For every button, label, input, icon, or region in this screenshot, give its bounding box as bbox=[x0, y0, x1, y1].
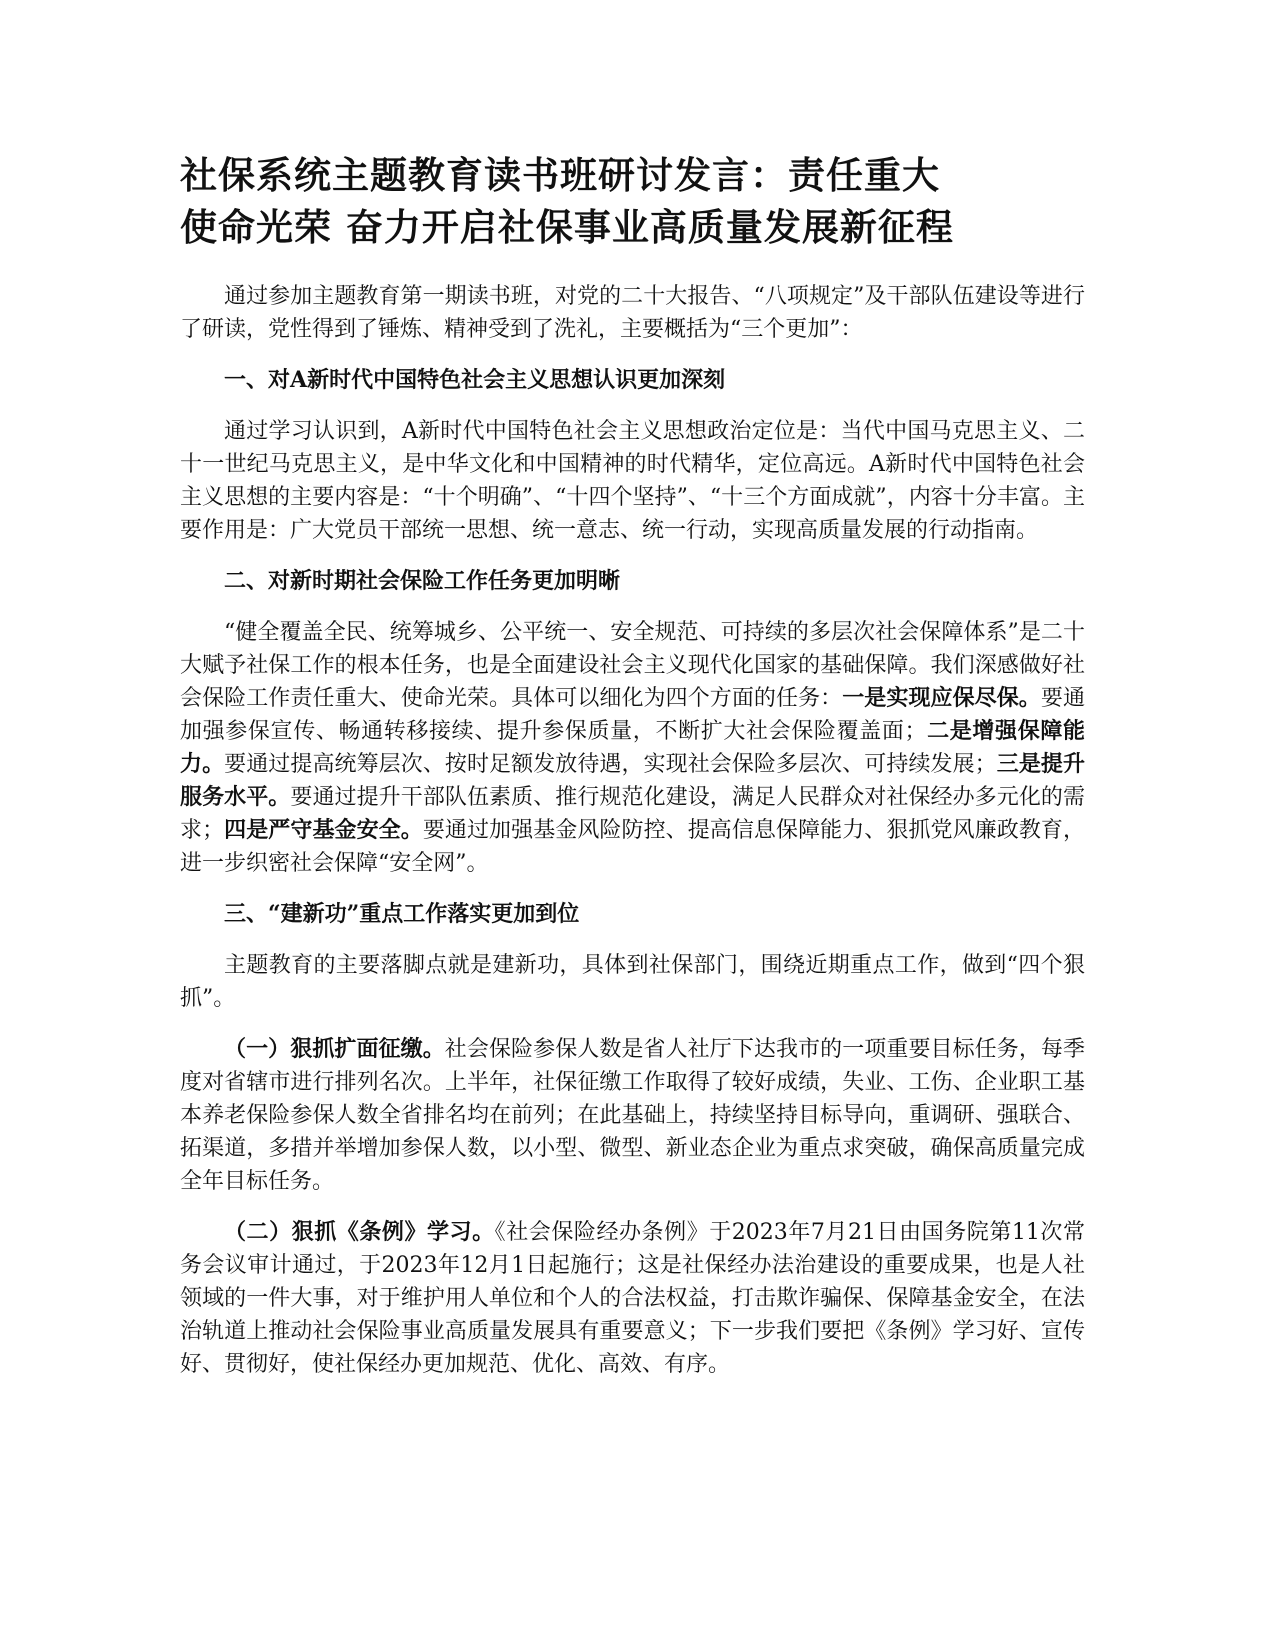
title-line-2: 使命光荣 奋力开启社保事业高质量发展新征程 bbox=[180, 206, 954, 249]
task-3-label: 三是提升服务水平。 bbox=[180, 751, 1085, 810]
task-3-text: 要通过提升干部队伍素质、推行规范化建设，满足人民群众对社保经办多元化的需求； bbox=[180, 785, 1085, 843]
item-1-text: 社会保险参保人数是省人社厅下达我市的一项重要目标任务，每季度对省辖市进行排列名次。上半年，社保征缴工作取得了较好成绩，失业、工伤、企业职工基本养老保险参保人数全省排名均在前列；在此基础上，持续坚持目标导向，重调研、强联合、拓渠道，多措并举增加参保人数，以小型、微型、新业态企业为重点求突破，确保高质量完成全年目标任务。 bbox=[180, 1037, 1085, 1194]
section-3-body: 主题教育的主要落脚点就是建新功，具体到社保部门，围绕近期重点工作，做到“四个狠抓”。 bbox=[180, 953, 1085, 1011]
section-1-body: 通过学习认识到，A新时代中国特色社会主义思想政治定位是：当代中国马克思主义、二十一世纪马克思主义，是中华文化和中国精神的时代精华，定位高远。A新时代中国特色社会主义思想的主要内容是：“十个明确”、“十四个坚持”、“十三个方面成就”，内容十分丰富。主要作用是：广大党员干部统一思想、统一意志、统一行动，实现高质量发展的行动指南。 bbox=[180, 419, 1085, 543]
section-3-heading: 三、“建新功”重点工作落实更加到位 bbox=[224, 901, 580, 927]
task-4-label: 四是严守基金安全。 bbox=[224, 817, 423, 843]
title-line-1: 社保系统主题教育读书班研讨发言：责任重大 bbox=[180, 154, 940, 197]
section-2-heading: 二、对新时期社会保险工作任务更加明晰 bbox=[224, 568, 621, 594]
section-2-intro-text: “健全覆盖全民、统筹城乡、公平统一、安全规范、可持续的多层次社会保障体系”是二十大赋予社保工作的根本任务，也是全面建设社会主义现代化国家的基础保障。我们深感做好社会保险工作责任重大、使命光荣。具体可以细化为四个方面的任务： bbox=[180, 620, 1085, 711]
intro-paragraph: 通过参加主题教育第一期读书班，对党的二十大报告、“八项规定”及干部队伍建设等进行了研读，党性得到了锤炼、精神受到了洗礼，主要概括为“三个更加”： bbox=[180, 284, 1085, 342]
section-1-heading: 一、对A新时代中国特色社会主义思想认识更加深刻 bbox=[224, 367, 726, 393]
task-2-text: 要通过提高统筹层次、按时足额发放待遇，实现社会保险多层次、可持续发展； bbox=[224, 752, 997, 777]
item-2-label: （二）狠抓《条例》学习。 bbox=[224, 1219, 495, 1245]
item-2-paragraph bbox=[180, 1216, 1085, 1381]
document-title bbox=[180, 150, 1085, 254]
item-2-text: 《社会保险经办条例》于2023年7月21日由国务院第11次常务会议审计通过，于2023年12月1日起施行；这是社保经办法治建设的重要成果，也是人社领域的一件大事，对于维护用人单位和个人的合法权益，打击欺诈骗保、保障基金安全，在法治轨道上推动社会保险事业高质量发展具有重要意义；下一步我们要把《条例》学习好、宣传好、贯彻好，使社保经办更加规范、优化、高效、有序。 bbox=[180, 1220, 1085, 1377]
item-1-label: （一）狠抓扩面征缴。 bbox=[224, 1036, 445, 1062]
task-1-text: 要通加强参保宣传、畅通转移接续、提升参保质量，不断扩大社会保险覆盖面； bbox=[180, 686, 1085, 744]
task-4-text: 要通过加强基金风险防控、提高信息保障能力、狠抓党风廉政教育，进一步织密社会保障“安全网”。 bbox=[180, 818, 1085, 876]
item-1-paragraph bbox=[180, 1033, 1085, 1198]
section-2-body bbox=[180, 616, 1085, 880]
task-1-label: 一是实现应保尽保。 bbox=[842, 685, 1041, 711]
task-2-label: 二是增强保障能力。 bbox=[180, 718, 1085, 777]
